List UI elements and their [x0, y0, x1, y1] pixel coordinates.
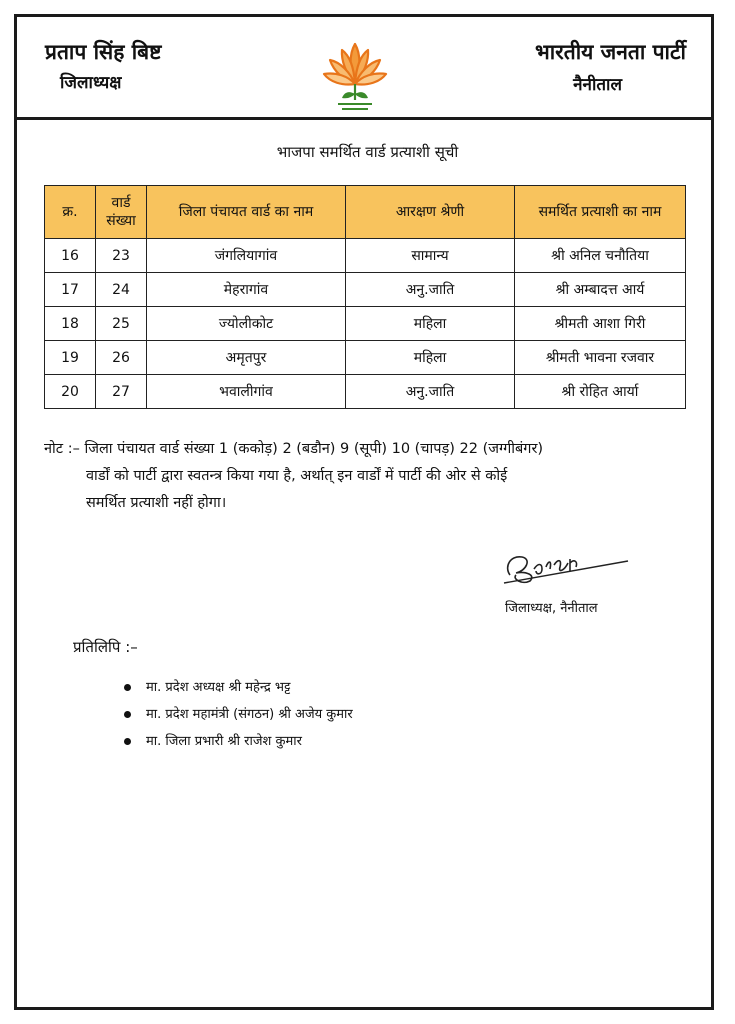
list-item: मा. प्रदेश अध्यक्ष श्री महेन्द्र भट्ट — [120, 674, 353, 701]
letterhead — [14, 14, 714, 120]
list-item: मा. जिला प्रभारी श्री राजेश कुमार — [120, 728, 353, 755]
cell-candidate: श्री रोहित आर्या — [515, 375, 686, 409]
table-row — [45, 341, 686, 375]
cell-ward-number: 26 — [96, 341, 147, 375]
cell-ward-name: जंगलियागांव — [147, 239, 346, 273]
cell-serial: 16 — [45, 239, 96, 273]
cell-reservation: महिला — [346, 341, 515, 375]
col-reservation: आरक्षण श्रेणी — [346, 186, 515, 239]
cell-serial: 18 — [45, 307, 96, 341]
cell-serial: 17 — [45, 273, 96, 307]
table-row — [45, 307, 686, 341]
cell-ward-number: 25 — [96, 307, 147, 341]
table-row — [45, 375, 686, 409]
col-serial: क्र. — [45, 186, 96, 239]
cell-candidate: श्री अनिल चनौतिया — [515, 239, 686, 273]
cell-ward-number: 24 — [96, 273, 147, 307]
list-item: मा. प्रदेश महामंत्री (संगठन) श्री अजेय कुमार — [120, 701, 353, 728]
cell-ward-name: ज्योलीकोट — [147, 307, 346, 341]
ward-candidate-table — [44, 185, 686, 409]
cell-ward-name: मेहरागांव — [147, 273, 346, 307]
cell-reservation: सामान्य — [346, 239, 515, 273]
cell-candidate: श्रीमती आशा गिरी — [515, 307, 686, 341]
note-line-2: वार्डों को पार्टी द्वारा स्वतन्त्र किया गया है, अर्थात् इन वार्डों में पार्टी की ओर से कोई — [86, 468, 508, 484]
col-ward-number: वार्ड संख्या — [96, 186, 147, 239]
cell-serial: 20 — [45, 375, 96, 409]
president-designation: जिलाध्यक्ष — [60, 73, 122, 93]
copy-heading: प्रतिलिपि :– — [73, 638, 138, 656]
president-name: प्रताप सिंह बिष्ट — [45, 40, 162, 64]
cell-reservation: महिला — [346, 307, 515, 341]
note-line-1: नोट :– जिला पंचायत वार्ड संख्या 1 (ककोड़) 2 (बडौन) 9 (सूपी) 10 (चापड़) 22 (जग्गीबंगर) — [44, 441, 544, 457]
col-ward-name: जिला पंचायत वार्ड का नाम — [147, 186, 346, 239]
cell-ward-name: भवालीगांव — [147, 375, 346, 409]
cell-reservation: अनु.जाति — [346, 375, 515, 409]
cell-ward-number: 23 — [96, 239, 147, 273]
lotus-icon — [320, 38, 390, 114]
table-row — [45, 239, 686, 273]
party-name: भारतीय जनता पार्टी — [534, 40, 686, 64]
cell-ward-number: 27 — [96, 375, 147, 409]
note-line-3: समर्थित प्रत्याशी नहीं होगा। — [86, 495, 227, 511]
cell-candidate: श्रीमती भावना रजवार — [515, 341, 686, 375]
district-name: नैनीताल — [573, 75, 622, 95]
cell-candidate: श्री अम्बादत्त आर्य — [515, 273, 686, 307]
table-row — [45, 273, 686, 307]
list-title: भाजपा समर्थित वार्ड प्रत्याशी सूची — [276, 143, 459, 161]
table-header-row — [45, 186, 686, 239]
col-candidate: समर्थित प्रत्याशी का नाम — [515, 186, 686, 239]
cell-serial: 19 — [45, 341, 96, 375]
handwritten-signature — [496, 545, 636, 590]
cell-ward-name: अमृतपुर — [147, 341, 346, 375]
note-paragraph — [44, 436, 694, 517]
cell-reservation: अनु.जाति — [346, 273, 515, 307]
signatory-label: जिलाध्यक्ष, नैनीताल — [505, 601, 598, 616]
copy-list — [120, 674, 353, 755]
